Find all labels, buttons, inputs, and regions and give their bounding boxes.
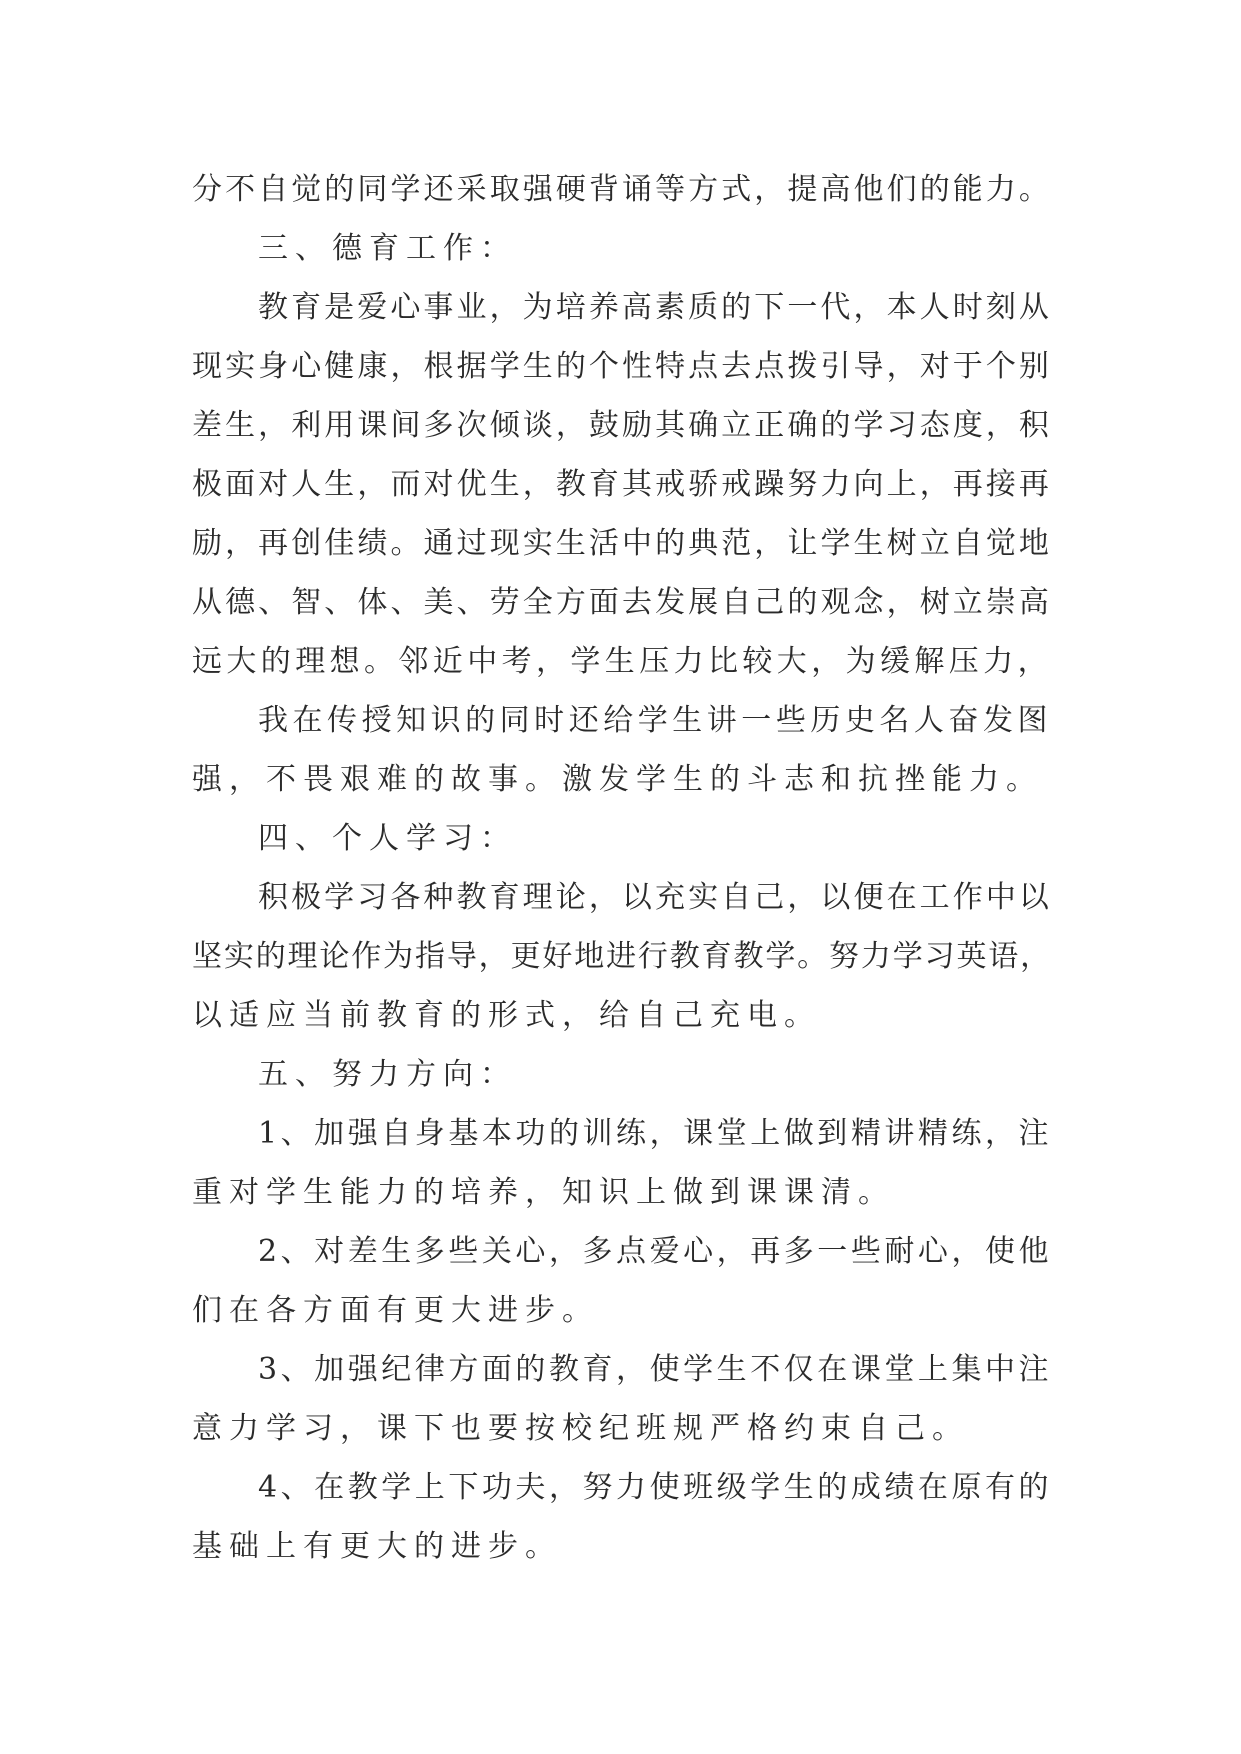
text-line: 从德、智、体、美、劳全方面去发展自己的观念，树立崇高 (192, 585, 1052, 620)
paragraph (192, 219, 1052, 278)
text-line: 分不自觉的同学还采取强硬背诵等方式，提高他们的能力。 (192, 172, 1052, 207)
paragraph (192, 1340, 1052, 1458)
paragraph (192, 1458, 1052, 1576)
text-line: 四、个人学习： (258, 821, 517, 856)
paragraph (192, 809, 1052, 868)
text-line: 重对学生能力的培养，知识上做到课课清。 (192, 1175, 895, 1210)
text-line: 1、加强自身基本功的训练，课堂上做到精讲精练，注 (258, 1116, 1053, 1151)
text-line: 教育是爱心事业，为培养高素质的下一代，本人时刻从 (258, 290, 1052, 325)
text-line: 三、德育工作： (258, 231, 517, 266)
text-line: 现实身心健康，根据学生的个性特点去点拨引导，对于个别 (192, 349, 1052, 384)
paragraph (192, 1045, 1052, 1104)
text-line: 极面对人生，而对优生，教育其戒骄戒躁努力向上，再接再 (192, 467, 1052, 502)
paragraph (192, 1104, 1052, 1222)
text-line: 我在传授知识的同时还给学生讲一些历史名人奋发图 (258, 703, 1052, 738)
text-line: 们在各方面有更大进步。 (192, 1293, 599, 1328)
text-line: 3、加强纪律方面的教育，使学生不仅在课堂上集中注 (258, 1352, 1053, 1387)
paragraph (192, 868, 1052, 1045)
text-line: 坚实的理论作为指导，更好地进行教育教学。努力学习英语， (192, 939, 1052, 974)
paragraph (192, 691, 1052, 809)
text-line: 励，再创佳绩。通过现实生活中的典范，让学生树立自觉地 (192, 526, 1052, 561)
text-line: 以适应当前教育的形式，给自己充电。 (192, 998, 821, 1033)
document-body (192, 160, 1052, 1576)
paragraph (192, 160, 1052, 219)
text-line: 强，不畏艰难的故事。激发学生的斗志和抗挫能力。 (192, 762, 1043, 797)
text-line: 远大的理想。邻近中考，学生压力比较大，为缓解压力， (192, 644, 1052, 679)
text-line: 基础上有更大的进步。 (192, 1529, 562, 1564)
text-line: 五、努力方向： (258, 1057, 517, 1092)
text-line: 积极学习各种教育理论，以充实自己，以便在工作中以 (258, 880, 1052, 915)
text-line: 差生，利用课间多次倾谈，鼓励其确立正确的学习态度，积 (192, 408, 1052, 443)
paragraph (192, 1222, 1052, 1340)
text-line: 意力学习，课下也要按校纪班规严格约束自己。 (192, 1411, 969, 1446)
text-line: 2、对差生多些关心，多点爱心，再多一些耐心，使他 (258, 1234, 1053, 1269)
text-line: 4、在教学上下功夫，努力使班级学生的成绩在原有的 (258, 1470, 1053, 1505)
paragraph (192, 278, 1052, 691)
